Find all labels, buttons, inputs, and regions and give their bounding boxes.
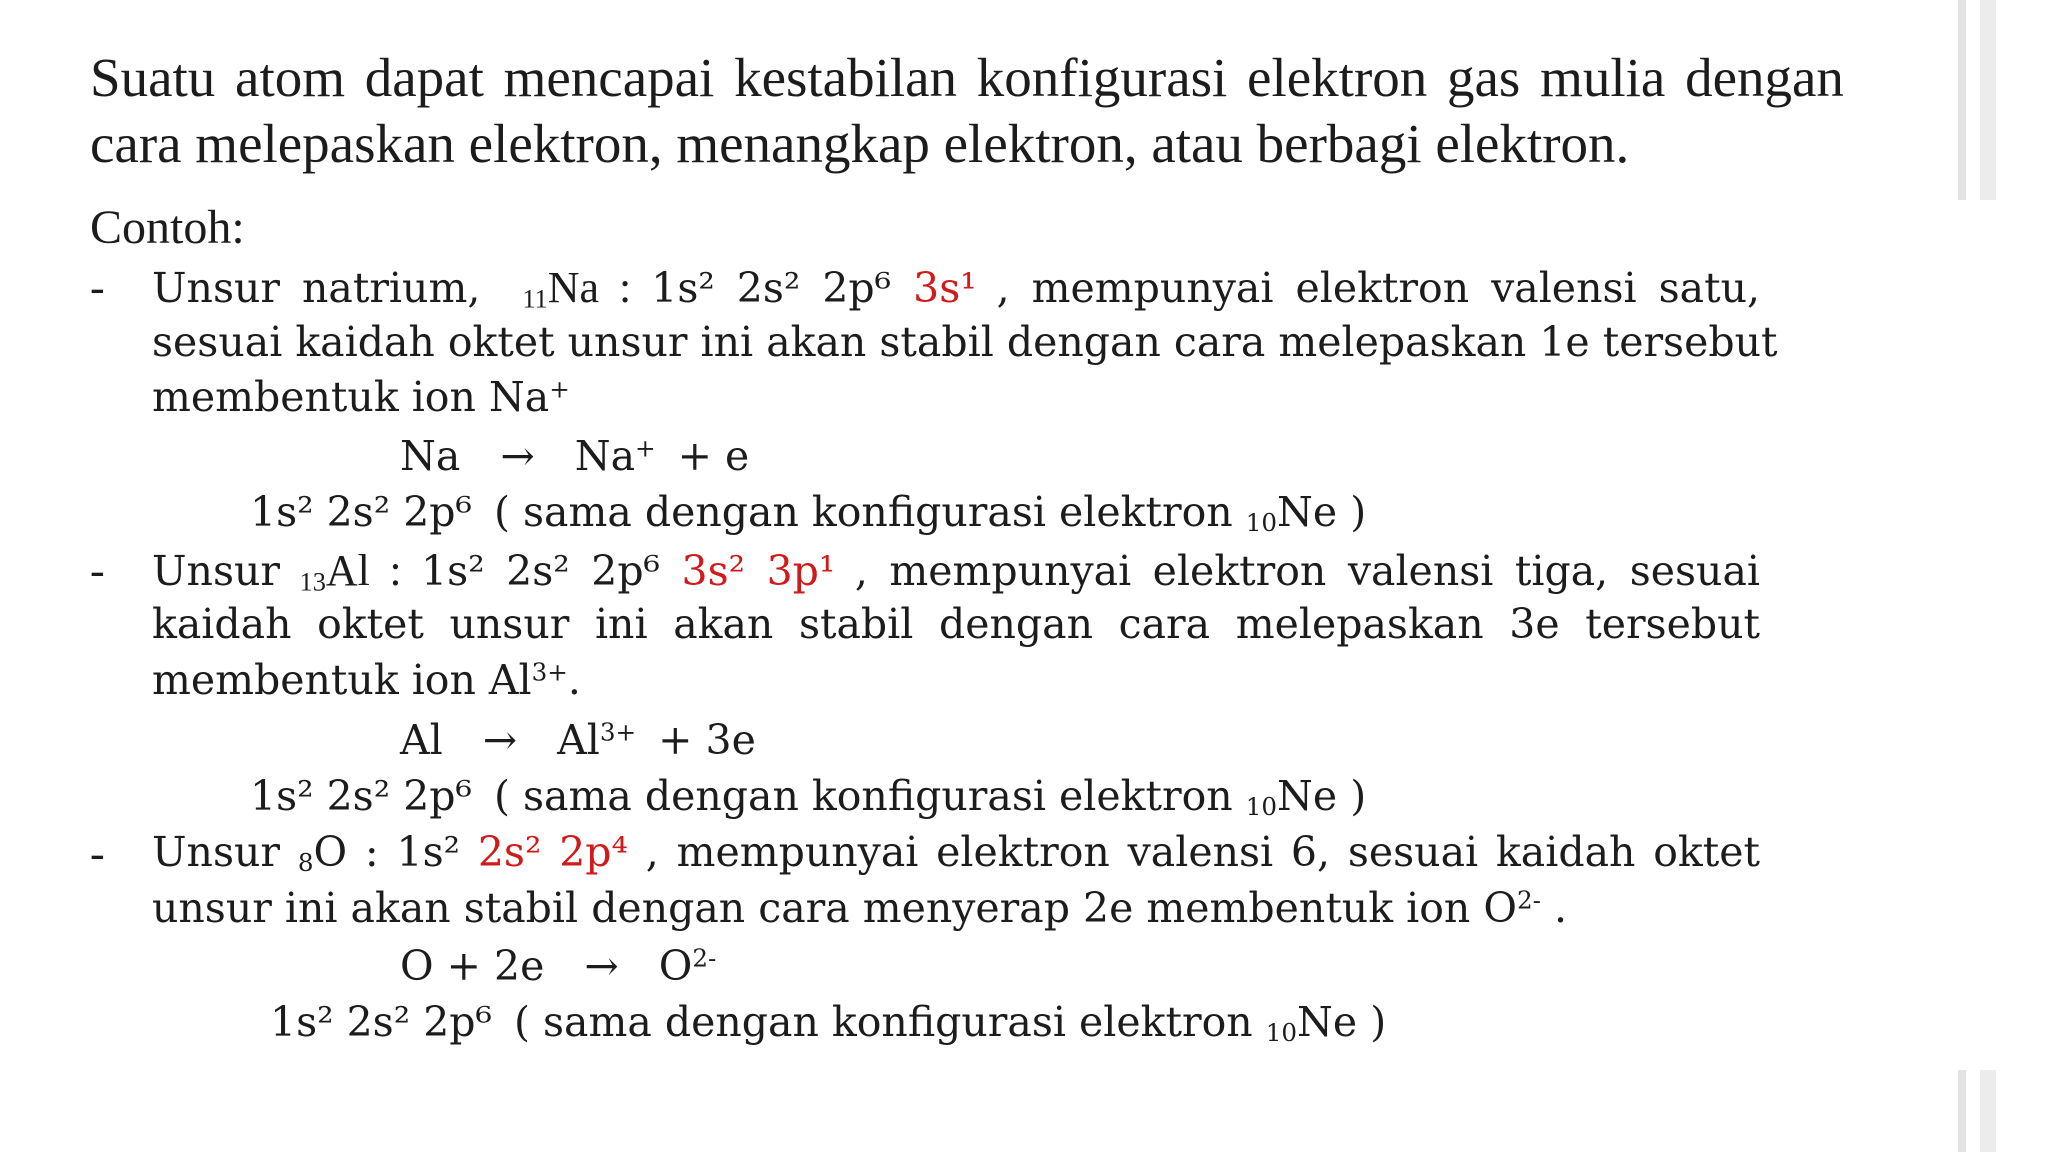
oxygen-valence-text: , mempunyai elektron valensi 6, sesuai kaidah oktet	[645, 828, 1760, 876]
aluminium-config-line	[152, 545, 1760, 596]
sodium-valence-text: , mempunyai elektron valensi satu,	[996, 264, 1761, 312]
intro-line-2: cara melepaskan elektron, menangkap elektron, atau berbagi elektron.	[90, 113, 1630, 174]
aluminium-line-2: kaidah oktet unsur ini akan stabil dengan cara melepaskan 3e tersebut	[152, 600, 1760, 648]
oxygen-symbol: $_8$O :	[297, 828, 379, 877]
sodium-symbol: $_{11}$Na	[522, 263, 600, 314]
aluminium-config: 1s² 2s² 2p⁶ 3s² 3p¹	[421, 547, 836, 595]
oxygen-ion-config: 1s² 2s² 2p⁶ ( sama dengan konfigurasi elektron $_{10}$Ne )	[270, 998, 1387, 1047]
sodium-line-3: membentuk ion Na+	[152, 373, 570, 421]
oxygen-config-line	[152, 828, 1760, 876]
sodium-colon: :	[619, 263, 632, 312]
oxygen-reaction: $O + 2e \to O^{2-}$	[400, 942, 717, 990]
oxygen-line-2: unsur ini akan stabil dengan cara menyerap 2e membentuk ion $O^{2-}$ .	[152, 884, 1568, 932]
sodium-prefix: Unsur natrium,	[152, 264, 481, 312]
sodium-config-line	[152, 262, 1760, 313]
aluminium-ion-config: 1s² 2s² 2p⁶ ( sama dengan konfigurasi elektron $_{10}$Ne )	[250, 772, 1367, 821]
sodium-line-2: sesuai kaidah oktet unsur ini akan stabil dengan cara melepaskan 1e tersebut	[152, 318, 1778, 366]
aluminium-valence-text: , mempunyai elektron valensi tiga, sesuai	[854, 547, 1761, 595]
page-edge-strip	[1980, 0, 1996, 200]
bullet-dash: -	[90, 829, 105, 878]
aluminium-colon: :	[389, 546, 402, 595]
sodium-ion-config: 1s² 2s² 2p⁶ ( sama dengan konfigurasi elektron $_{10}$Ne )	[250, 488, 1367, 537]
page-margin	[1996, 0, 2048, 1152]
sodium-reaction: Na → Na+ + e	[400, 432, 750, 480]
sodium-config: 1s² 2s² 2p⁶ 3s¹	[651, 264, 977, 312]
page-edge-strip	[1980, 1070, 1996, 1152]
page-edge-strip	[1958, 0, 1966, 200]
oxygen-prefix: Unsur	[152, 828, 281, 876]
bullet-dash: -	[90, 263, 105, 312]
intro-line-1: Suatu atom dapat mencapai kestabilan konfigurasi elektron gas mulia dengan	[90, 47, 1844, 108]
aluminium-line-3: membentuk ion $Al^{3+}$.	[152, 656, 581, 704]
aluminium-symbol: $_{13}$Al	[299, 546, 370, 597]
page-edge-strip	[1958, 1070, 1966, 1152]
oxygen-config: 1s² 2s² 2p⁴	[396, 828, 628, 876]
contoh-heading: Contoh:	[90, 201, 245, 254]
aluminium-reaction: $Al \to Al^{3+} + 3e$	[400, 716, 756, 764]
aluminium-prefix: Unsur	[152, 547, 281, 595]
bullet-dash: -	[90, 546, 105, 595]
